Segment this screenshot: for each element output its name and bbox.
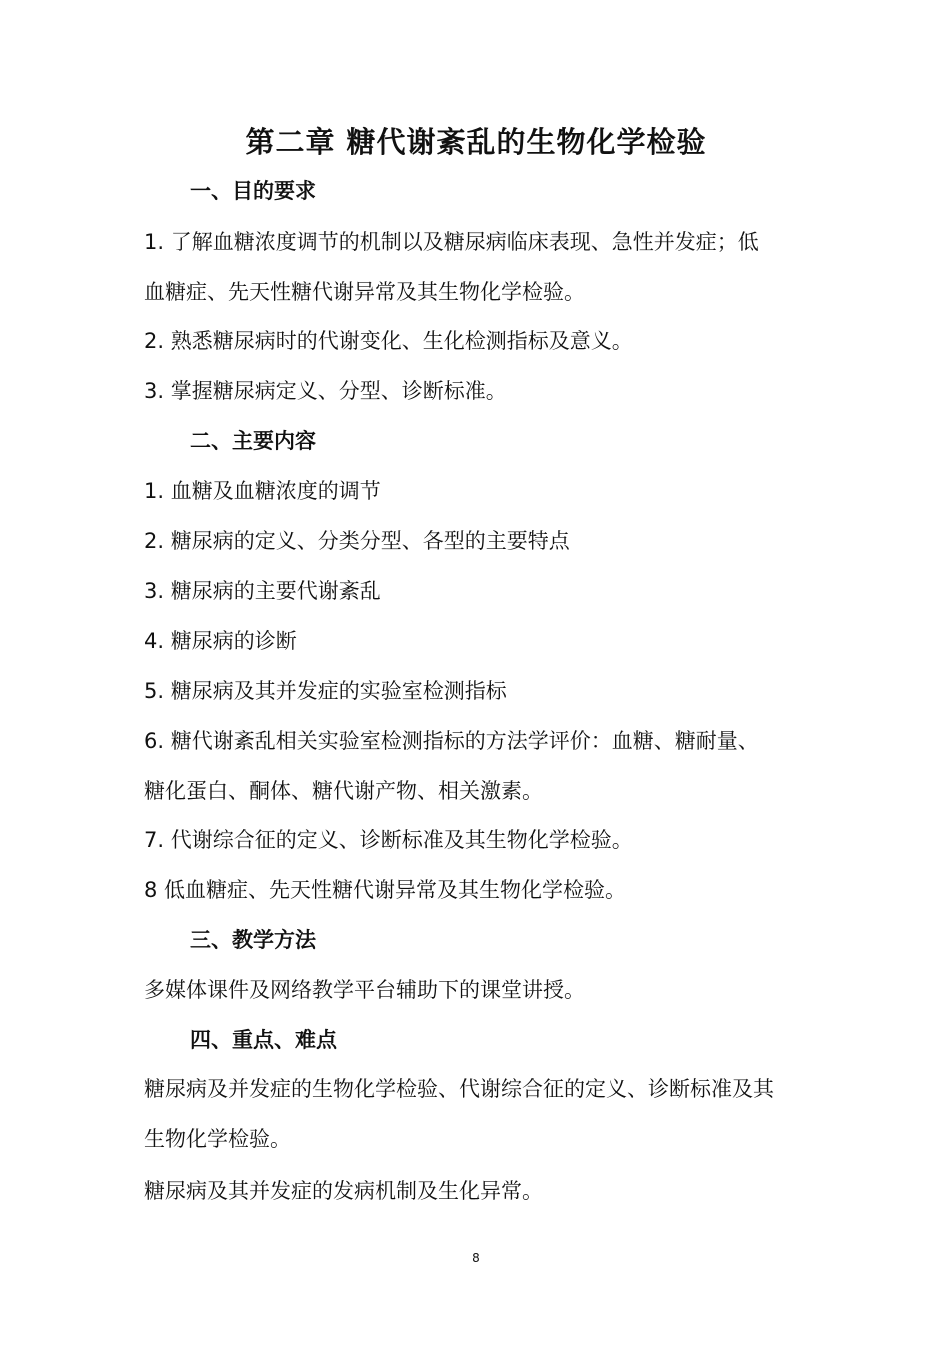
section-heading-keypoints: 四、重点、难点 [190,1028,337,1052]
objective-line: 3. 掌握糖尿病定义、分型、诊断标准。 [144,379,507,403]
section-heading-methods: 三、教学方法 [190,928,316,952]
content-line: 5. 糖尿病及其并发症的实验室检测指标 [144,679,507,703]
method-line: 多媒体课件及网络教学平台辅助下的课堂讲授。 [144,978,585,1002]
objective-line: 血糖症、先天性糖代谢异常及其生物化学检验。 [144,280,585,304]
content-line: 1. 血糖及血糖浓度的调节 [144,479,381,503]
content-line: 6. 糖代谢紊乱相关实验室检测指标的方法学评价：血糖、糖耐量、 [144,729,759,753]
keypoint-line: 糖尿病及其并发症的发病机制及生化异常。 [144,1179,543,1203]
objective-line: 1. 了解血糖浓度调节的机制以及糖尿病临床表现、急性并发症；低 [144,230,759,254]
page-number: 8 [472,1251,480,1265]
content-line: 3. 糖尿病的主要代谢紊乱 [144,579,381,603]
content-line: 2. 糖尿病的定义、分类分型、各型的主要特点 [144,529,570,553]
keypoint-line: 生物化学检验。 [144,1127,291,1151]
objective-line: 2. 熟悉糖尿病时的代谢变化、生化检测指标及意义。 [144,329,633,353]
content-line: 4. 糖尿病的诊断 [144,629,297,653]
keypoint-line: 糖尿病及并发症的生物化学检验、代谢综合征的定义、诊断标准及其 [144,1077,774,1101]
content-line: 8 低血糖症、先天性糖代谢异常及其生物化学检验。 [144,878,627,902]
chapter-title: 第二章 糖代谢紊乱的生物化学检验 [245,125,707,159]
section-heading-objectives: 一、目的要求 [190,179,316,203]
content-line: 7. 代谢综合征的定义、诊断标准及其生物化学检验。 [144,828,633,852]
section-heading-contents: 二、主要内容 [190,429,316,453]
content-line: 糖化蛋白、酮体、糖代谢产物、相关激素。 [144,779,543,803]
